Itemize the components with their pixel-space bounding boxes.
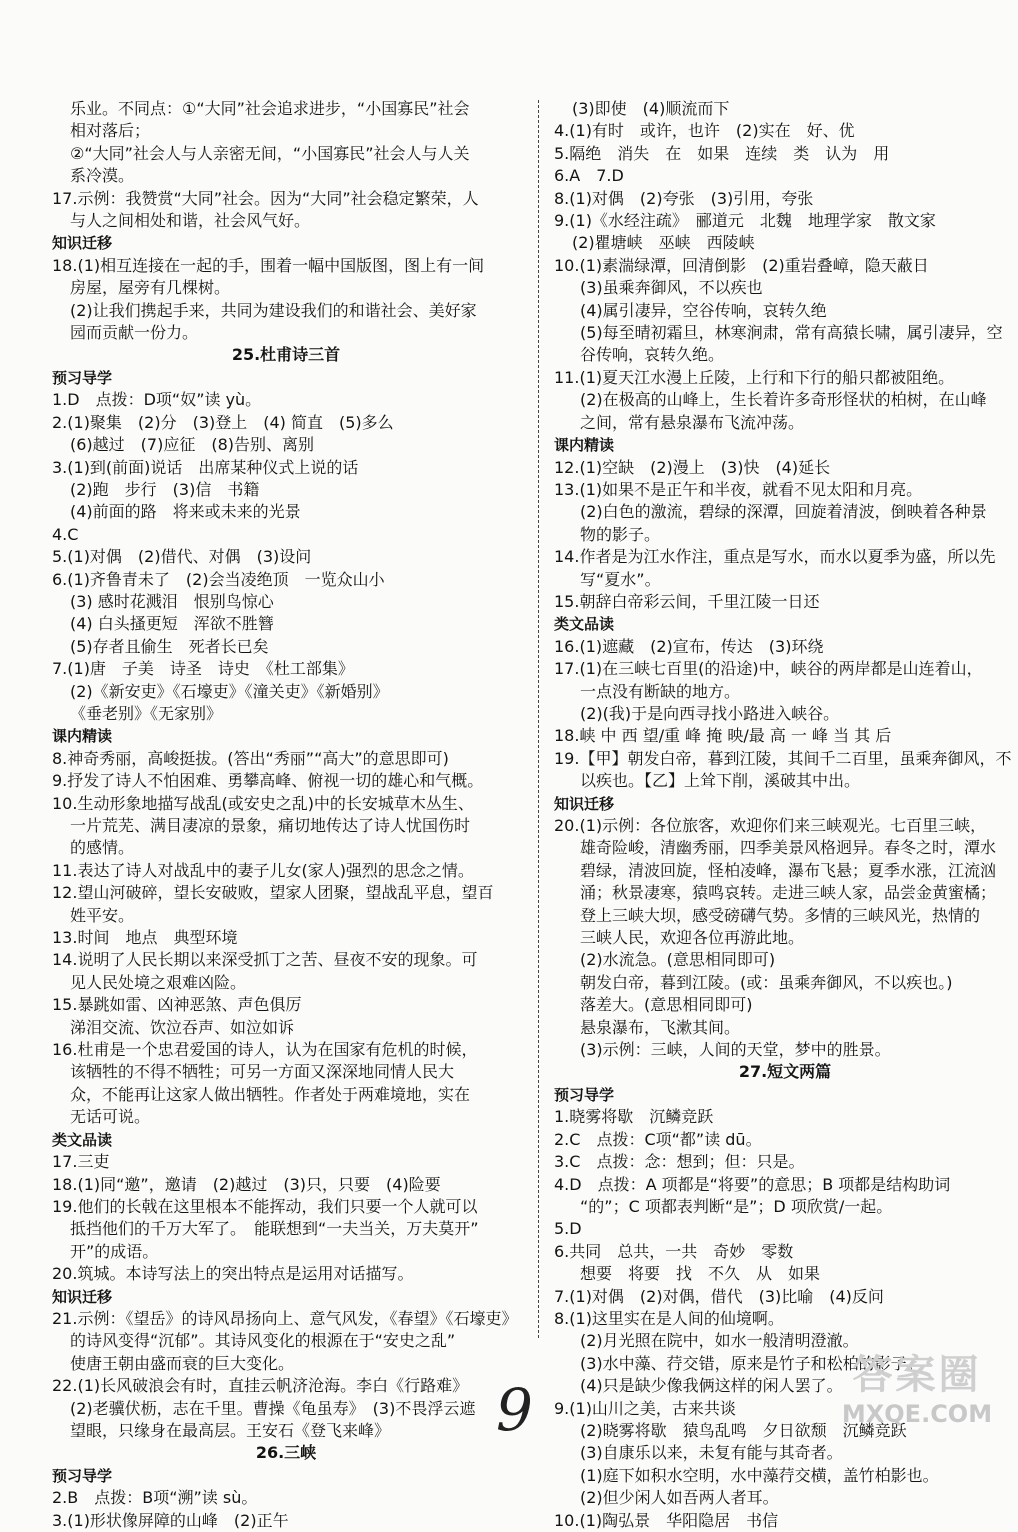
answer-line: 与人之间相处和谐，社会风气好。 [70, 211, 311, 231]
answer-line: 13.(1)如果不是正午和半夜，就看不见太阳和月亮。 [554, 479, 923, 499]
answer-line: 22.(1)长风破浪会有时，直挂云帆济沧海。李白《行路难》 [52, 1376, 469, 1396]
answer-line: 望眼，只缘身在最高层。王安石《登飞来峰》 [70, 1420, 391, 1440]
answer-line: 一点没有断缺的地方。 [580, 681, 741, 701]
lesson-title: 26.三峡 [255, 1443, 317, 1463]
answer-line: 系冷漠。 [70, 166, 135, 186]
answer-line: 13.时间 地点 典型环境 [52, 928, 238, 948]
answer-line: (2)在极高的山峰上，生长着许多奇形怪状的柏树，在山峰 [580, 390, 987, 410]
answer-line: 2.(1)聚集 (2)分 (3)登上 (4) 简直 (5)多么 [52, 412, 394, 432]
left-column [52, 98, 520, 1532]
answer-line: (4)只是缺少像我俩这样的闲人罢了。 [580, 1376, 843, 1396]
answer-line: 18.峡 中 西 望/重 峰 掩 映/最 高 一 峰 当 其 后 [554, 726, 892, 746]
lesson-title: 25.杜甫诗三首 [231, 345, 341, 365]
right-column [554, 98, 1016, 1532]
answer-line: 18.(1)同“邀”，邀请 (2)越过 (3)只，只要 (4)险要 [52, 1174, 441, 1194]
answer-line: (2)瞿塘峡 巫峡 西陵峡 [572, 233, 755, 253]
section-heading: 课内精读 [554, 436, 615, 455]
answer-line: (2)跑 步行 (3)信 书籍 [70, 479, 260, 499]
answer-line: (2)老骥伏枥，志在千里。曹操《龟虽寿》 (3)不畏浮云遮 [70, 1398, 476, 1418]
answer-line: (6)越过 (7)应征 (8)告别、离别 [70, 435, 314, 455]
answer-line: 1.D 点拨：D项“奴”读 yù。 [52, 390, 262, 410]
answer-line: 姓平安。 [70, 905, 135, 925]
answer-line: 众，不能再让这家人做出牺牲。作者处于两难境地，实在 [70, 1084, 471, 1104]
answer-line: 登上三峡大坝，感受磅礴气势。多情的三峡风光，热情的 [580, 905, 981, 925]
answer-line: 18.(1)相互连接在一起的手，围着一幅中国版图，图上有一间 [52, 255, 485, 275]
answer-line: 1.晓雾将歇 沉鳞竞跃 [554, 1107, 714, 1127]
answer-line: (2)晓雾将歇 猿鸟乱鸣 夕日欲颓 沉鳞竞跃 [580, 1420, 907, 1440]
answer-line: 相对落后； [70, 121, 151, 141]
answer-line: 3.C 点拨：念：想到；但：只是。 [554, 1152, 805, 1172]
answer-line: (3)虽乘奔御风，不以疾也 [580, 278, 763, 298]
answer-line: 4.(1)有时 或许，也许 (2)实在 好、优 [554, 121, 855, 141]
answer-line: 7.(1)唐 子美 诗圣 诗史 《杜工部集》 [52, 659, 354, 679]
answer-line: 之间，常有悬泉瀑布飞流冲荡。 [580, 412, 805, 432]
column-divider [538, 100, 539, 1338]
answer-line: (4)属引凄异，空谷传响，哀转久绝 [580, 300, 827, 320]
watermark-logo-text: 答案圈 [852, 1352, 982, 1398]
answer-line: 6.(1)齐鲁青未了 (2)会当凌绝顶 一览众山小 [52, 569, 385, 589]
answer-line: 11.(1)夏天江水漫上丘陵，上行和下行的船只都被阻绝。 [554, 367, 955, 387]
answer-line: (1)庭下如积水空明，水中藻荇交横，盖竹柏影也。 [580, 1465, 939, 1485]
answer-line: 10.(1)陶弘景 华阳隐居 书信 [554, 1510, 779, 1530]
answer-line: 想要 将要 找 不久 从 如果 [580, 1264, 821, 1284]
answer-line: (3)水中藻、荇交错，原来是竹子和松柏的影子。 [580, 1353, 923, 1373]
answer-line: 17.(1)在三峡七百里(的沿途)中，峡谷的两岸都是山连着山， [554, 659, 983, 679]
answer-line: 4.D 点拨：A 项都是“将要”的意思；B 项都是结构助词 [554, 1174, 951, 1194]
answer-line: 5.隔绝 消失 在 如果 连续 类 认为 用 [554, 143, 890, 163]
section-heading: 类文品读 [52, 1130, 113, 1149]
answer-line: 见人民处境之艰难凶险。 [70, 972, 247, 992]
answer-line: 悬泉瀑布，飞漱其间。 [580, 1017, 741, 1037]
lesson-title: 27.短文两篇 [738, 1062, 832, 1082]
answer-line: 5.D [554, 1219, 582, 1239]
section-heading: 知识迁移 [554, 794, 615, 813]
answer-line: 三峡人民，欢迎各位再游此地。 [580, 928, 805, 948]
section-heading: 预习导学 [52, 1466, 113, 1485]
answer-line: 雄奇险峻，清幽秀丽，四季美景风格迥异。春冬之时，潭水 [580, 838, 997, 858]
answer-line: 谷传响，哀转久绝。 [580, 345, 725, 365]
answer-line: 12.(1)空缺 (2)漫上 (3)快 (4)延长 [554, 457, 831, 477]
answer-line: (2)白色的激流，碧绿的深潭，回旋着清波，倒映着各种景 [580, 502, 987, 522]
answer-line: 9.(1)山川之美，古来共谈 [554, 1398, 736, 1418]
answer-line: 6.共同 总共，一共 奇妙 零数 [554, 1241, 794, 1261]
answer-line: (2)(我)于是向西寻找小路进入峡谷。 [580, 703, 840, 723]
section-heading: 类文品读 [554, 615, 615, 634]
answer-line: 16.(1)遮藏 (2)宣布，传达 (3)环绕 [554, 636, 824, 656]
answer-line: (4) 白头搔更短 浑欲不胜簪 [70, 614, 274, 634]
answer-line: 20.(1)示例：各位旅客，欢迎你们来三峡观光。七百里三峡， [554, 816, 987, 835]
answer-line: (2)《新安吏》《石壕吏》《潼关吏》《新婚别》 [70, 681, 389, 701]
answer-line: (3)示例：三峡，人间的天堂，梦中的胜景。 [580, 1040, 891, 1060]
answer-line: 的诗风变得“沉郁”。其诗风变化的根源在于“安史之乱” [70, 1331, 456, 1351]
answer-line: (2)但少闲人如吾两人者耳。 [580, 1488, 779, 1508]
answer-line: 《垂老别》《无家别》 [70, 703, 223, 723]
answer-line: 20.筑城。本诗写法上的突出特点是运用对话描写。 [52, 1264, 414, 1284]
answer-line: 乐业。不同点：①“大同”社会追求进步，“小国寡民”社会 [70, 99, 470, 118]
answer-line: (5)存者且偷生 死者长已矣 [70, 636, 269, 656]
answer-line: 17.三吏 [52, 1152, 110, 1172]
answer-line: 朝发白帝，暮到江陵。(或：虽乘奔御风，不以疾也。) [580, 972, 953, 992]
answer-line: 12.望山河破碎，望长安破败，望家人团聚，望战乱平息，望百 [52, 883, 494, 903]
answer-line: 写“夏水”。 [580, 569, 661, 589]
answer-line: (3) 感时花溅泪 恨别鸟惊心 [70, 591, 274, 611]
section-heading: 预习导学 [554, 1085, 615, 1104]
answer-line: 2.B 点拨：B项“溯”读 sù。 [52, 1488, 258, 1508]
answer-line: 5.(1)对偶 (2)借代、对偶 (3)设问 [52, 547, 312, 567]
answer-line: 19.【甲】朝发白帝，暮到江陵，其间千二百里，虽乘奔御风，不 [554, 748, 1012, 768]
answer-line: 房屋，屋旁有几棵树。 [70, 278, 231, 298]
answer-line: 无话可说。 [70, 1107, 151, 1127]
section-heading: 知识迁移 [52, 234, 113, 253]
answer-line: 3.(1)到(前面)说话 出席某种仪式上说的话 [52, 457, 359, 477]
answer-line: (3)自康乐以来，未复有能与其奇者。 [580, 1443, 843, 1463]
answer-line: 的感情。 [70, 838, 135, 858]
answer-line: 8.(1)对偶 (2)夸张 (3)引用，夸张 [554, 188, 814, 208]
answer-line: 开”的成语。 [70, 1241, 159, 1261]
answer-line: 10.(1)素湍绿潭，回清倒影 (2)重岩叠嶂，隐天蔽日 [554, 255, 929, 275]
answer-line: 14.说明了人民长期以来深受抓丁之苦、昼夜不安的现象。可 [52, 950, 478, 970]
section-heading: 知识迁移 [52, 1287, 113, 1306]
answer-line: 21.示例：《望岳》的诗风昂扬向上、意气风发，《春望》《石壕吏》 [52, 1308, 518, 1328]
watermark-logo [822, 1350, 1012, 1436]
answer-line: 2.C 点拨：C项“都”读 dū。 [554, 1129, 762, 1149]
answer-line: 9.抒发了诗人不怕困难、勇攀高峰、俯视一切的雄心和气概。 [52, 771, 484, 791]
answer-line: 园而贡献一份力。 [70, 323, 199, 343]
section-heading: 课内精读 [52, 727, 113, 746]
answer-line: ②“大同”社会人与人亲密无间，“小国寡民”社会人与人关 [70, 143, 470, 163]
answer-line: 使唐王朝由盛而衰的巨大变化。 [70, 1353, 295, 1373]
answer-line: 17.示例：我赞赏“大同”社会。因为“大同”社会稳定繁荣，人 [52, 188, 479, 208]
answer-line: 16.杜甫是一个忠君爱国的诗人，认为在国家有危机的时候， [52, 1040, 478, 1060]
answer-line: 涕泪交流、饮泣吞声、如泣如诉 [70, 1017, 295, 1037]
answer-line: 抵挡他们的千万大军了。 能联想到“一夫当关，万夫莫开” [70, 1219, 479, 1239]
answer-line: (2)月光照在院中，如水一般清明澄澈。 [580, 1331, 859, 1351]
answer-line: 7.(1)对偶 (2)对偶，借代 (3)比喻 (4)反问 [554, 1286, 884, 1306]
answer-line: (3)即使 (4)顺流而下 [572, 99, 730, 118]
answer-line: 15.暴跳如雷、凶神恶煞、声色俱厉 [52, 995, 302, 1015]
answer-line: 15.朝辞白帝彩云间，千里江陵一日还 [554, 591, 820, 611]
answer-line: 该牺牲的不得不牺牲；可另一方面又深深地同情人民大 [70, 1062, 455, 1082]
answer-line: 10.生动形象地描写战乱(或安史之乱)中的长安城草木丛生、 [52, 793, 474, 813]
watermark-url: MXQE.COM [841, 1400, 993, 1428]
answer-line: (4)前面的路 将来或未来的光景 [70, 502, 301, 522]
answer-line: 19.他们的长戟在这里根本不能挥动，我们只要一个人就可以 [52, 1196, 478, 1216]
answer-line: 物的影子。 [580, 524, 661, 544]
section-heading: 预习导学 [52, 368, 113, 387]
answer-line: (2)水流急。(意思相同即可) [580, 950, 776, 970]
answer-line: 以疾也。【乙】上耸下削，溪破其中出。 [580, 771, 861, 791]
answer-line: 8.(1)这里实在是人间的仙境啊。 [554, 1308, 784, 1328]
answer-line: 3.(1)形状像屏障的山峰 (2)正午 [52, 1510, 289, 1530]
answer-line: (5)每至晴初霜旦，林寒涧肃，常有高猿长啸，属引凄异，空 [580, 323, 1003, 343]
answer-line: 碧绿，清波回旋，怪柏凌峰，瀑布飞悬；夏季水涨，江流汹 [580, 860, 997, 880]
answer-line: 6.A 7.D [554, 166, 624, 186]
page-number: 9 [496, 1376, 533, 1444]
answer-line: 14.作者是为江水作注，重点是写水，而水以夏季为盛，所以先 [554, 547, 996, 567]
answer-line: (2)让我们携起手来，共同为建设我们的和谐社会、美好家 [70, 300, 477, 320]
answer-line: 4.C [52, 524, 79, 544]
answer-line: 落差大。(意思相同即可) [580, 995, 753, 1015]
answer-line: 一片荒芜、满目凄凉的景象，痛切地传达了诗人忧国伤时 [70, 816, 471, 835]
answer-line: 8.神奇秀丽，高峻挺拔。(答出“秀丽”“高大”的意思即可) [52, 748, 449, 768]
answer-line: 涌；秋景凄寒，猿鸣哀转。走进三峡人家，品尝金黄蜜橘； [580, 883, 997, 903]
answer-line: 11.表达了诗人对战乱中的妻子儿女(家人)强烈的思念之情。 [52, 860, 474, 880]
answer-line: “的”；C 项都表判断“是”；D 项欣赏/一起。 [580, 1196, 893, 1216]
answer-line: 9.(1)《水经注疏》 郦道元 北魏 地理学家 散文家 [554, 211, 936, 231]
